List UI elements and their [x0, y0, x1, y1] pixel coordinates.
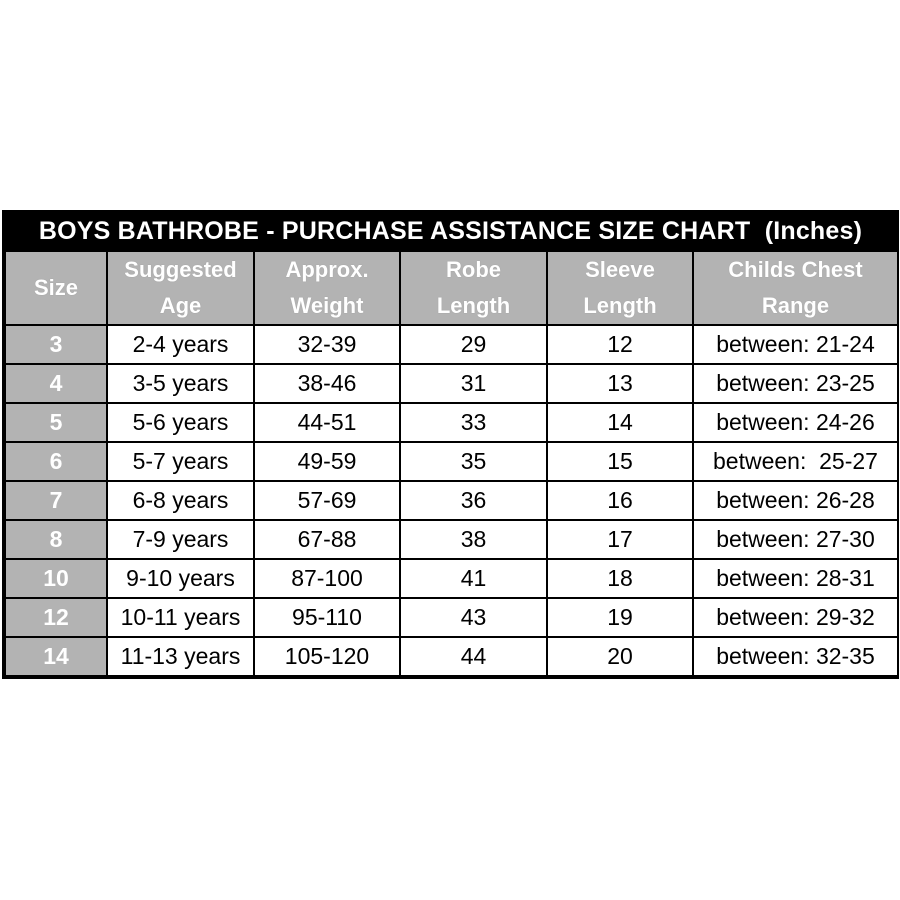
header-sleeve-length: Sleeve Length [547, 251, 693, 325]
weight-cell: 38-46 [254, 364, 400, 403]
table-row [5, 364, 898, 403]
table-row [5, 520, 898, 559]
sleeve-length-cell: 14 [547, 403, 693, 442]
weight-cell: 67-88 [254, 520, 400, 559]
table-row [5, 442, 898, 481]
chest-range-cell: between: 26-28 [693, 481, 898, 520]
age-cell: 9-10 years [107, 559, 254, 598]
table-row [5, 559, 898, 598]
chart-title: BOYS BATHROBE - PURCHASE ASSISTANCE SIZE CHART (Inches) [4, 212, 897, 250]
table-row [5, 325, 898, 364]
robe-length-cell: 43 [400, 598, 547, 637]
header-robe-length: Robe Length [400, 251, 547, 325]
weight-cell: 57-69 [254, 481, 400, 520]
table-row [5, 403, 898, 442]
size-cell: 7 [5, 481, 107, 520]
chest-range-cell: between: 28-31 [693, 559, 898, 598]
size-cell: 10 [5, 559, 107, 598]
size-chart [2, 210, 899, 679]
age-cell: 3-5 years [107, 364, 254, 403]
size-cell: 3 [5, 325, 107, 364]
header-approx-weight: Approx. Weight [254, 251, 400, 325]
weight-cell: 87-100 [254, 559, 400, 598]
header-chest-range: Childs Chest Range [693, 251, 898, 325]
table-row [5, 598, 898, 637]
sleeve-length-cell: 17 [547, 520, 693, 559]
age-cell: 6-8 years [107, 481, 254, 520]
chest-range-cell: between: 29-32 [693, 598, 898, 637]
size-table [4, 250, 899, 677]
robe-length-cell: 44 [400, 637, 547, 676]
chest-range-cell: between: 32-35 [693, 637, 898, 676]
table-row [5, 481, 898, 520]
chest-range-cell: between: 27-30 [693, 520, 898, 559]
table-row [5, 637, 898, 676]
age-cell: 2-4 years [107, 325, 254, 364]
weight-cell: 105-120 [254, 637, 400, 676]
sleeve-length-cell: 20 [547, 637, 693, 676]
weight-cell: 44-51 [254, 403, 400, 442]
size-cell: 12 [5, 598, 107, 637]
weight-cell: 95-110 [254, 598, 400, 637]
sleeve-length-cell: 13 [547, 364, 693, 403]
header-suggested-age: Suggested Age [107, 251, 254, 325]
age-cell: 11-13 years [107, 637, 254, 676]
robe-length-cell: 33 [400, 403, 547, 442]
robe-length-cell: 41 [400, 559, 547, 598]
sleeve-length-cell: 15 [547, 442, 693, 481]
robe-length-cell: 29 [400, 325, 547, 364]
header-row [5, 251, 898, 325]
chest-range-cell: between: 21-24 [693, 325, 898, 364]
robe-length-cell: 35 [400, 442, 547, 481]
size-cell: 5 [5, 403, 107, 442]
chest-range-cell: between: 25-27 [693, 442, 898, 481]
chest-range-cell: between: 24-26 [693, 403, 898, 442]
sleeve-length-cell: 18 [547, 559, 693, 598]
age-cell: 5-6 years [107, 403, 254, 442]
size-cell: 6 [5, 442, 107, 481]
robe-length-cell: 36 [400, 481, 547, 520]
age-cell: 7-9 years [107, 520, 254, 559]
sleeve-length-cell: 12 [547, 325, 693, 364]
sleeve-length-cell: 16 [547, 481, 693, 520]
size-cell: 8 [5, 520, 107, 559]
header-size: Size [5, 251, 107, 325]
size-cell: 14 [5, 637, 107, 676]
weight-cell: 32-39 [254, 325, 400, 364]
sleeve-length-cell: 19 [547, 598, 693, 637]
weight-cell: 49-59 [254, 442, 400, 481]
age-cell: 5-7 years [107, 442, 254, 481]
chest-range-cell: between: 23-25 [693, 364, 898, 403]
robe-length-cell: 38 [400, 520, 547, 559]
age-cell: 10-11 years [107, 598, 254, 637]
robe-length-cell: 31 [400, 364, 547, 403]
size-cell: 4 [5, 364, 107, 403]
